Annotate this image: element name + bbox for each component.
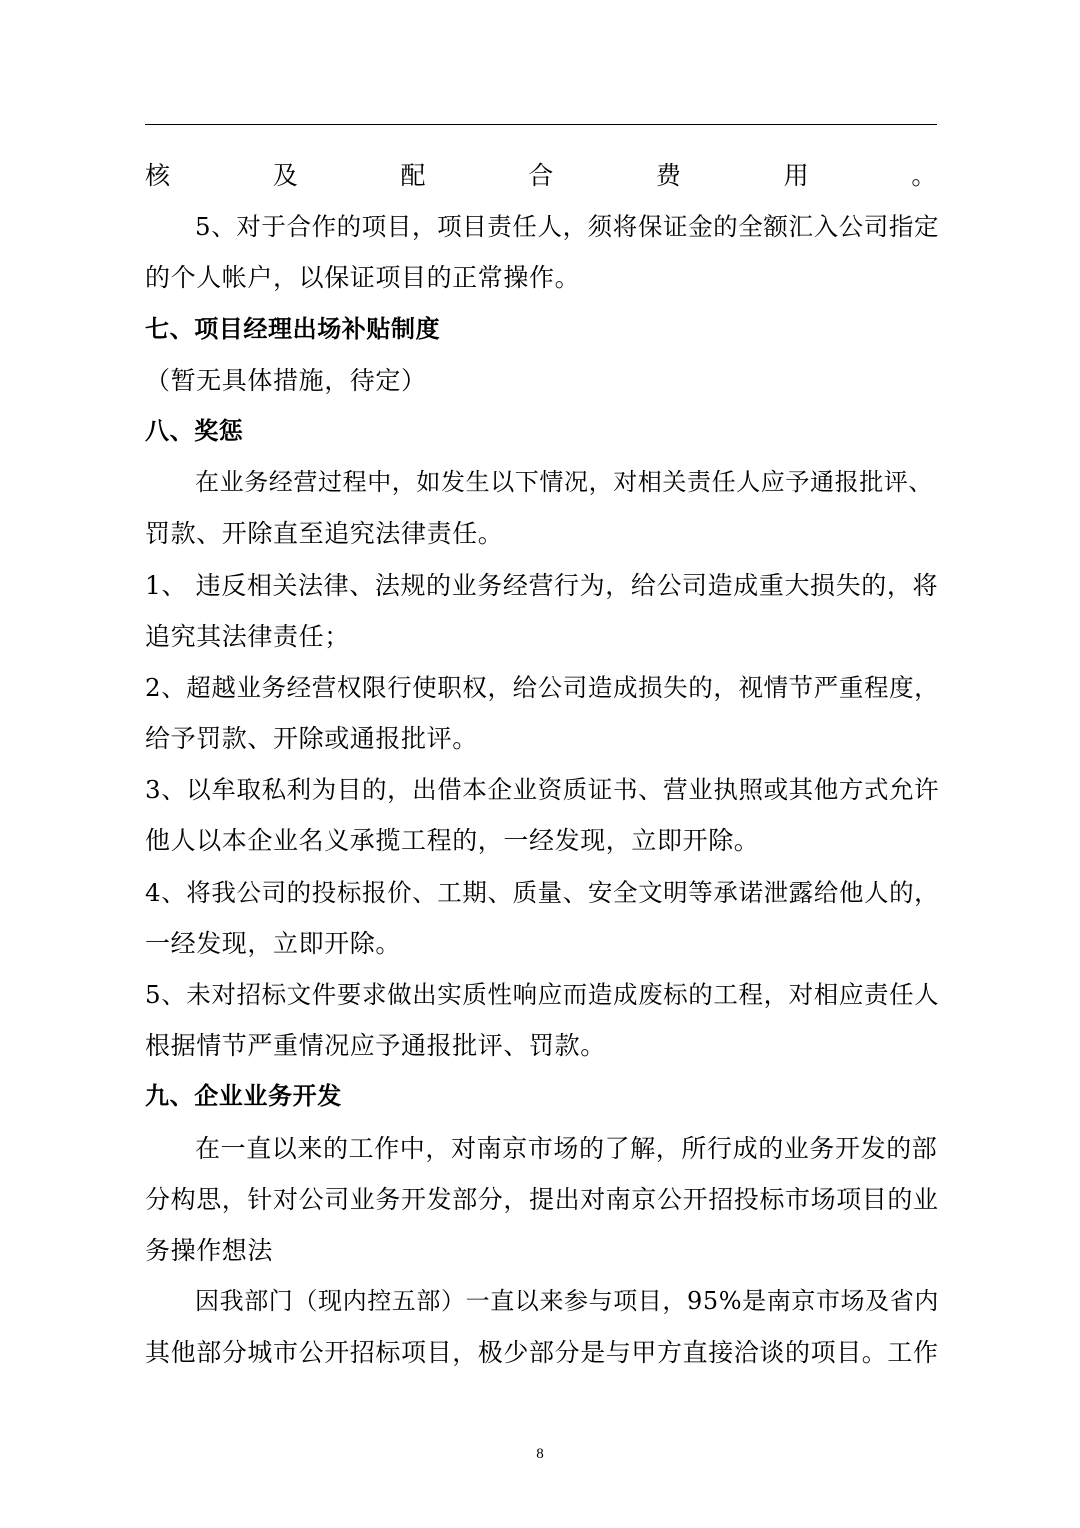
document-body — [145, 150, 940, 1379]
list-item-line: 他人以本企业名义承揽工程的，一经发现，立即开除。 — [145, 826, 760, 856]
paragraph-line: 罚款、开除直至追究法律责任。 — [145, 519, 504, 549]
paragraph-line: （暂无具体措施，待定） — [145, 365, 427, 395]
list-item-line: 根据情节严重情况应予通报批评、罚款。 — [145, 1031, 606, 1061]
section-heading-8: 八、奖惩 — [145, 416, 244, 445]
list-item-line: 2、超越业务经营权限行使职权，给公司造成损失的，视情节严重程度， — [145, 672, 940, 702]
paragraph-line: 在业务经营过程中，如发生以下情况，对相关责任人应予通报批评、 — [195, 468, 933, 497]
list-item-line: 4、将我公司的投标报价、工期、质量、安全文明等承诺泄露给他人的， — [145, 877, 940, 907]
section-heading-9: 九、企业业务开发 — [145, 1082, 342, 1111]
paragraph-line: 核及配合费用。 — [145, 161, 937, 190]
list-item-line: 一经发现，立即开除。 — [145, 928, 402, 958]
page-number: 8 — [536, 1446, 544, 1462]
paragraph-line: 务操作想法 — [145, 1235, 274, 1265]
list-item-line: 给予罚款、开除或通报批评。 — [145, 724, 478, 754]
paragraph-line: 在一直以来的工作中，对南京市场的了解，所行成的业务开发的部 — [195, 1133, 938, 1163]
list-item-line: 1、 违反相关法律、法规的业务经营行为，给公司造成重大损失的，将 — [145, 570, 939, 600]
header-rule — [145, 124, 937, 125]
paragraph-line: 的个人帐户，以保证项目的正常操作。 — [145, 263, 581, 293]
list-item-line: 3、以牟取私利为目的，出借本企业资质证书、营业执照或其他方式允许 — [145, 775, 940, 805]
paragraph-line: 分构思，针对公司业务开发部分，提出对南京公开招投标市场项目的业 — [145, 1184, 939, 1214]
paragraph-line: 5、对于合作的项目，项目责任人，须将保证金的全额汇入公司指定 — [195, 212, 940, 242]
paragraph-line: 因我部门（现内控五部）一直以来参与项目，95%是南京市场及省内 — [195, 1287, 939, 1316]
list-item-line: 追究其法律责任； — [145, 621, 350, 651]
paragraph-line: 其他部分城市公开招标项目，极少部分是与甲方直接洽谈的项目。工作 — [145, 1338, 939, 1368]
section-heading-7: 七、项目经理出场补贴制度 — [145, 314, 441, 343]
list-item-line: 5、未对招标文件要求做出实质性响应而造成废标的工程，对相应责任人 — [145, 980, 940, 1009]
